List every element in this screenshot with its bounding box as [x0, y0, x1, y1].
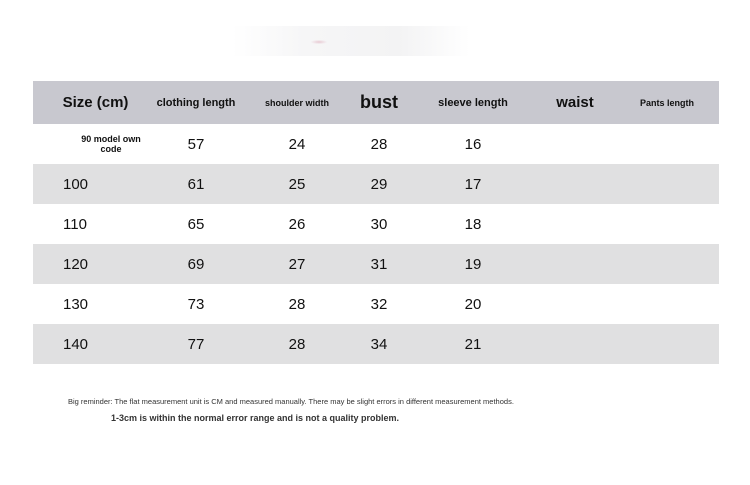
cell-size: 140 — [63, 335, 89, 353]
header-sleeve-length: sleeve length — [438, 96, 508, 109]
cell-clothing-length: 61 — [187, 175, 205, 193]
cell-size: 100 — [63, 175, 89, 193]
header-pants-length: Pants length — [639, 97, 694, 108]
table-row — [33, 324, 719, 364]
cell-waist — [531, 244, 619, 284]
cell-clothing-length: 77 — [187, 335, 205, 353]
cell-pants-length — [623, 164, 711, 204]
cell-bust: 31 — [370, 255, 388, 273]
cell-pants-length — [623, 244, 711, 284]
size-chart-table — [33, 81, 719, 364]
cell-sleeve-length: 19 — [464, 255, 482, 273]
banner-mark — [311, 40, 327, 44]
table-row — [33, 284, 719, 324]
table-row — [33, 204, 719, 244]
header-waist: waist — [556, 94, 594, 111]
cell-size: 110 — [63, 215, 87, 233]
table-row — [33, 244, 719, 284]
top-banner — [232, 26, 470, 56]
cell-waist — [531, 204, 619, 244]
cell-bust: 29 — [370, 175, 388, 193]
measurement-reminder: Big reminder: The flat measurement unit is CM and measured manually. There may be slight errors in different measurement methods. — [68, 397, 514, 406]
cell-shoulder-width: 26 — [288, 215, 306, 233]
cell-pants-length — [623, 284, 711, 324]
table-row — [33, 164, 719, 204]
cell-size: 120 — [63, 255, 89, 273]
cell-sleeve-length: 20 — [464, 295, 482, 313]
cell-waist — [531, 164, 619, 204]
error-range-note: 1-3cm is within the normal error range and is not a quality problem. — [111, 413, 400, 423]
cell-clothing-length: 65 — [187, 215, 205, 233]
cell-bust: 32 — [370, 295, 388, 313]
cell-waist — [531, 124, 619, 164]
cell-bust: 28 — [370, 135, 388, 153]
header-clothing-length: clothing length — [156, 96, 236, 109]
cell-pants-length — [623, 124, 711, 164]
cell-clothing-length: 57 — [187, 135, 205, 153]
cell-bust: 34 — [370, 335, 388, 353]
header-size: Size (cm) — [62, 94, 129, 111]
cell-clothing-length: 69 — [187, 255, 205, 273]
cell-waist — [531, 324, 619, 364]
cell-sleeve-length: 21 — [464, 335, 482, 353]
cell-shoulder-width: 25 — [288, 175, 306, 193]
cell-shoulder-width: 24 — [288, 135, 306, 153]
cell-sleeve-length: 18 — [464, 215, 482, 233]
header-bust: bust — [360, 92, 398, 112]
header-shoulder-width: shoulder width — [265, 97, 329, 108]
cell-waist — [531, 284, 619, 324]
cell-shoulder-width: 27 — [288, 255, 306, 273]
cell-bust: 30 — [370, 215, 388, 233]
cell-clothing-length: 73 — [187, 295, 205, 313]
table-row — [33, 124, 719, 164]
model-code-label: 90 model own code — [81, 134, 141, 154]
cell-shoulder-width: 28 — [288, 335, 306, 353]
cell-size: 130 — [63, 295, 89, 313]
cell-pants-length — [623, 204, 711, 244]
table-header-row — [33, 81, 719, 124]
cell-pants-length — [623, 324, 711, 364]
cell-sleeve-length: 17 — [464, 175, 482, 193]
cell-sleeve-length: 16 — [464, 135, 482, 153]
cell-shoulder-width: 28 — [288, 295, 306, 313]
